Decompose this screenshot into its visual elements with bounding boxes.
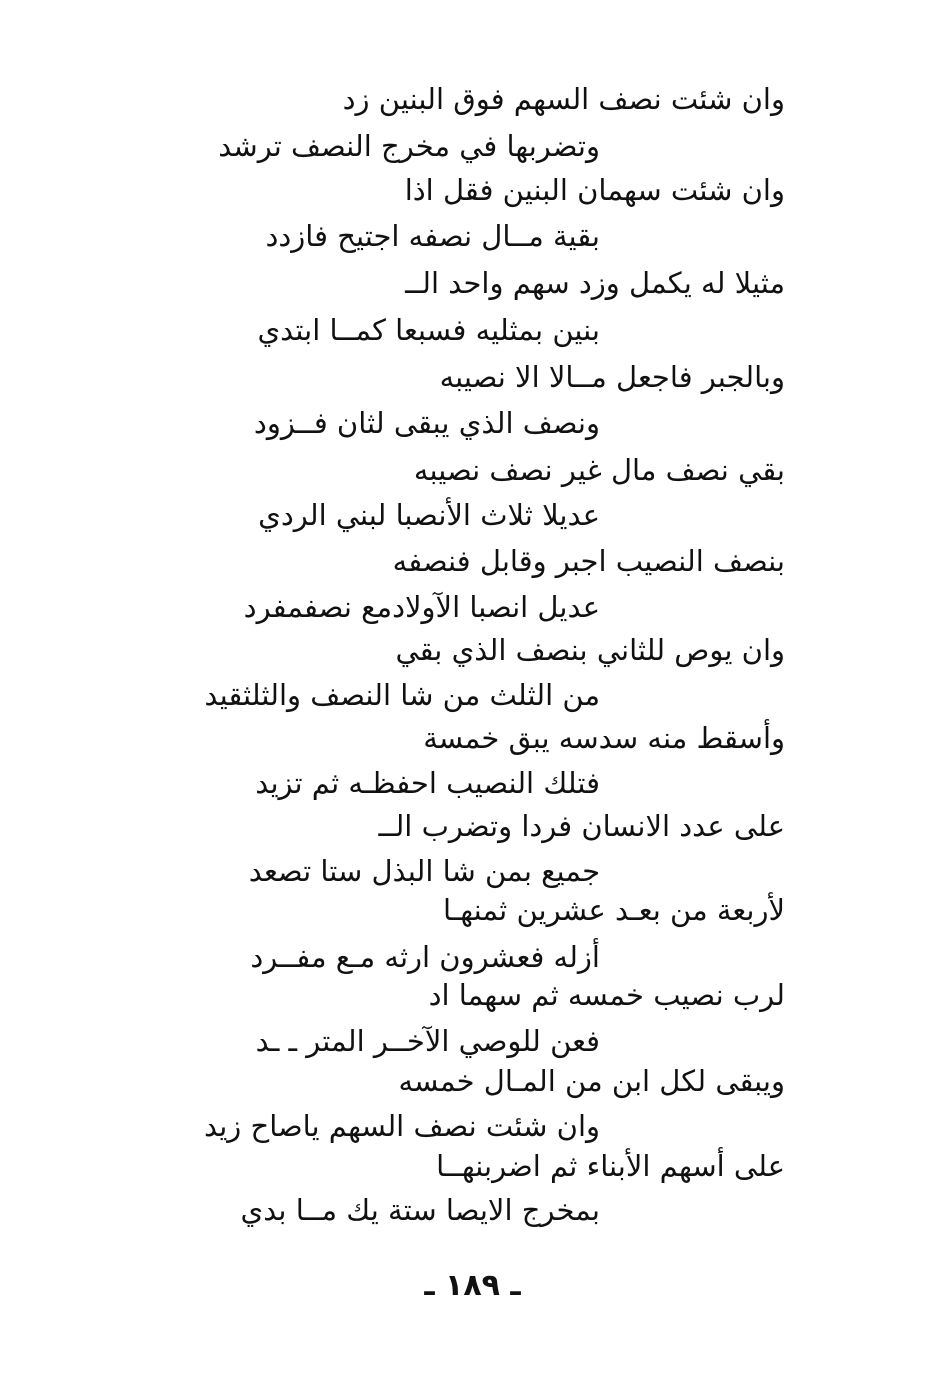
verse-line: بنصف النصيب اجبر وقابل فنصفه — [392, 544, 785, 578]
verse-line: وان يوص للثاني بنصف الذي بقي — [395, 633, 785, 667]
verse-line: عديل انصبا الآولادمع نصفمفرد — [243, 590, 600, 624]
verse-line: وان شئت نصف السهم ياصاح زيد — [203, 1109, 600, 1143]
verse-line: مثيلا له يكمل وزد سهم واحد الــ — [405, 266, 785, 300]
verse-line: على أسهم الأبناء ثم اضربنهــا — [436, 1149, 785, 1183]
verse-line: أزله فعشرون ارثه مـع مفــرد — [250, 940, 600, 974]
verse-line: عديلا ثلاث الأنصبا لبني الردي — [258, 498, 600, 532]
verse-line: لرب نصيب خمسه ثم سهما اد — [428, 978, 785, 1012]
verse-line: لأربعة من بعـد عشرين ثمنهـا — [442, 893, 785, 927]
page-number: ـ ١٨٩ ـ — [424, 1268, 521, 1303]
verse-line: وان شئت نصف السهم فوق البنين زد — [342, 82, 785, 116]
verse-line: على عدد الانسان فردا وتضرب الــ — [378, 809, 785, 843]
verse-line: وتضربها في مخرج النصف ترشد — [218, 129, 600, 163]
verse-line: بمخرج الايصا ستة يك مــا بدي — [240, 1193, 600, 1227]
verse-line: وبالجبر فاجعل مــالا الا نصيبه — [439, 360, 785, 394]
verse-line: بقي نصف مال غير نصف نصيبه — [413, 453, 785, 487]
verse-line: من الثلث من شا النصف والثلثقيد — [204, 678, 600, 712]
verse-line: فعن للوصي الآخــر المتر ـ ـد — [255, 1024, 600, 1058]
verse-line: ونصف الذي يبقى لثان فــزود — [253, 406, 600, 440]
verse-line: وأسقط منه سدسه يبق خمسة — [423, 721, 785, 755]
verse-line: وان شئت سهمان البنين فقل اذا — [404, 173, 785, 207]
verse-line: فتلك النصيب احفظـه ثم تزيد — [255, 766, 600, 800]
verse-line: ويبقى لكل ابن من المـال خمسه — [398, 1064, 785, 1098]
verse-line: بنين بمثليه فسبعا كمــا ابتدي — [257, 313, 600, 347]
verse-line: جميع بمن شا البذل ستا تصعد — [248, 854, 600, 888]
verse-line: بقية مــال نصفه اجتيح فازدد — [265, 219, 600, 253]
